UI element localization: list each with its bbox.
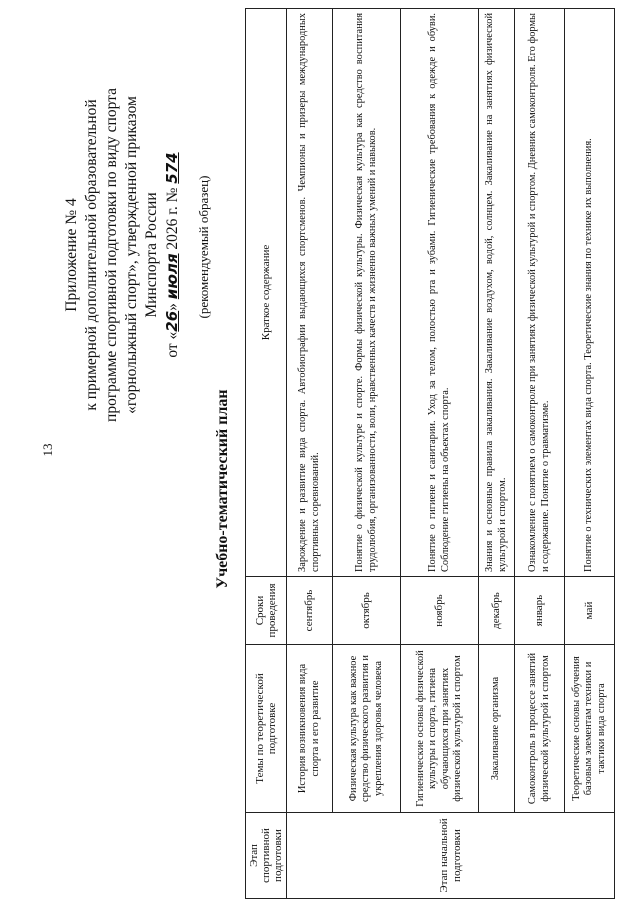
content-cell: Знания и основные правила закаливания. Закаливание воздухом, водой, солнцем. Закаливание на занятиях физической культурой и спортом. — [479, 9, 515, 577]
header-period: Сроки проведения — [246, 577, 287, 645]
table-row — [565, 9, 615, 899]
period-cell: январь — [515, 577, 565, 645]
date-year: 2026 г. № — [164, 183, 181, 254]
page-number: 13 — [40, 443, 55, 457]
topic-cell: Теоретические основы обучения базовым элементам техники и тактики вида спорта — [565, 645, 615, 813]
table-row — [333, 9, 401, 899]
recommended-sample-note: (рекомендуемый образец) — [196, 175, 211, 319]
content-cell: Ознакомление с понятием о самоконтроле при занятиях физической культурой и спортом. Дневник самоконтроля. Его формы и содержание. Понятие о травматизме. — [515, 9, 565, 577]
appendix-date-line — [162, 15, 183, 495]
table-header-row — [246, 9, 287, 899]
content-cell: Понятие о технических элементах вида спорта. Теоретические знания по технике их выполнения. — [565, 9, 615, 577]
topic-cell: Гигиенические основы физической культуры и спорта, гигиена обучающихся при занятиях физической культурой и спортом — [401, 645, 479, 813]
period-cell: сентябрь — [287, 577, 333, 645]
header-content: Краткое содержание — [246, 9, 287, 577]
appendix-header — [62, 15, 183, 495]
appendix-line: программе спортивной подготовки по виду спорта — [103, 88, 120, 422]
appendix-line: Приложение № 4 — [63, 198, 80, 312]
period-cell: май — [565, 577, 615, 645]
table-row — [287, 9, 333, 899]
table-row — [515, 9, 565, 899]
period-cell: ноябрь — [401, 577, 479, 645]
header-topic: Темы по теоретической подготовке — [246, 645, 287, 813]
date-prefix: от « — [164, 331, 181, 358]
handwritten-order-number: 574 — [163, 152, 181, 184]
appendix-line: к примерной дополнительной образовательной — [83, 99, 100, 411]
appendix-line: Минспорта России — [143, 192, 160, 318]
content-cell: Понятие о физической культуре и спорте. Формы физической культуры. Физическая культура как средство воспитания трудолюбия, организованности, воли, нравственных качеств и жизненно важных умений и навыков. — [333, 9, 401, 577]
table-row — [401, 9, 479, 899]
appendix-line: «горнолыжный спорт», утвержденной приказом — [123, 96, 140, 414]
content-cell: Понятие о гигиене и санитарии. Уход за телом, полостью рта и зубами. Гигиенические требования к одежде и обуви. Соблюдение гигиены на объектах спорта. — [401, 9, 479, 577]
header-stage: Этап спортивной подготовки — [246, 813, 287, 899]
table-row — [479, 9, 515, 899]
stage-cell: Этап начальной подготовки — [287, 813, 615, 899]
curriculum-table — [245, 8, 615, 899]
date-separator: » — [164, 299, 181, 311]
topic-cell: История возникновения вида спорта и его развитие — [287, 645, 333, 813]
handwritten-month: июля — [163, 253, 181, 300]
period-cell: октябрь — [333, 577, 401, 645]
topic-cell: Физическая культура как важное средство физического развития и укрепления здоровья человека — [333, 645, 401, 813]
handwritten-day: 26 — [163, 310, 181, 332]
topic-cell: Самоконтроль в процессе занятий физической культурой и спортом — [515, 645, 565, 813]
topic-cell: Закаливание организма — [479, 645, 515, 813]
document-title: Учебно-тематический план — [214, 389, 231, 589]
content-cell: Зарождение и развитие вида спорта. Автобиографии выдающихся спортсменов. Чемпионы и призеры международных спортивных соревнований. — [287, 9, 333, 577]
period-cell: декабрь — [479, 577, 515, 645]
